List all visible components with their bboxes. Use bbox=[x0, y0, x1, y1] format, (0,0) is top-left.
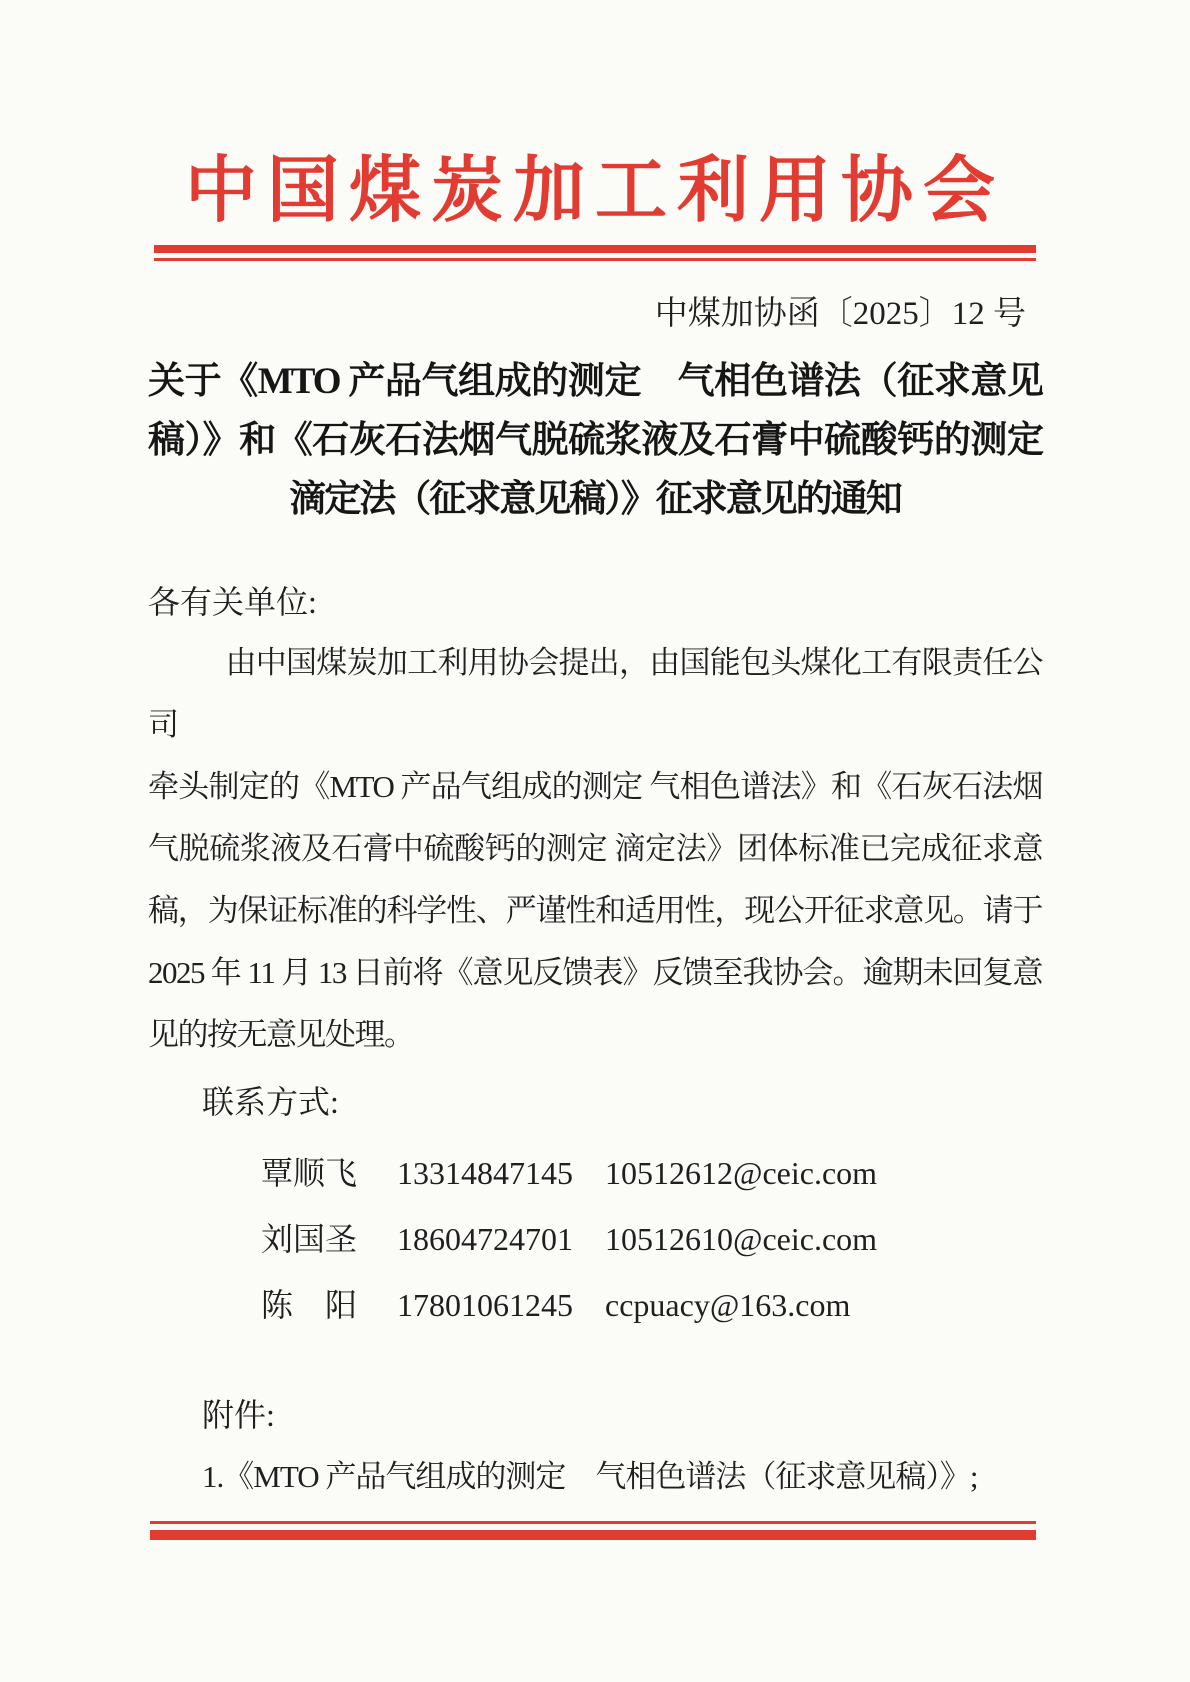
title-line-2: 稿）》和《石灰石法烟气脱硫浆液及石膏中硫酸钙的测定 bbox=[148, 420, 1042, 461]
footer-rule-thick bbox=[150, 1530, 1036, 1540]
contact-phone: 17801061245 bbox=[397, 1287, 573, 1323]
footer-rule-thin bbox=[150, 1521, 1036, 1524]
contacts-heading: 联系方式: bbox=[202, 1084, 339, 1120]
contact-email: ccpuacy@163.com bbox=[605, 1287, 851, 1323]
contact-row bbox=[148, 1206, 1042, 1272]
paragraph-line: 气脱硫浆液及石膏中硫酸钙的测定 滴定法》团体标准已完成征求意 bbox=[148, 831, 1042, 866]
title-line-3: 滴定法（征求意见稿）》征求意见的通知 bbox=[289, 479, 901, 520]
contact-phone: 13314847145 bbox=[397, 1155, 573, 1191]
doc-number: 中煤加协函〔2025〕12 号 bbox=[654, 296, 1026, 332]
header-rule-thick bbox=[154, 245, 1036, 253]
contact-phone: 18604724701 bbox=[397, 1221, 573, 1257]
header-rule-thin bbox=[154, 258, 1036, 261]
salutation: 各有关单位: bbox=[148, 584, 317, 620]
paragraph-line: 稿，为保证标准的科学性、严谨性和适用性，现公开征求意见。请于 bbox=[148, 893, 1042, 928]
attachments-heading: 附件: bbox=[202, 1397, 275, 1433]
contact-row bbox=[148, 1140, 1042, 1206]
contact-name: 陈 阳 bbox=[261, 1287, 358, 1323]
contact-email: 10512610@ceic.com bbox=[605, 1221, 878, 1257]
paragraph-line: 见的按无意见处理。 bbox=[148, 1017, 414, 1052]
document-title bbox=[148, 352, 1042, 529]
contact-email: 10512612@ceic.com bbox=[605, 1155, 878, 1191]
contact-list bbox=[148, 1140, 1042, 1338]
paragraph-line: 2025 年 11 月 13 日前将《意见反馈表》反馈至我协会。逾期未回复意 bbox=[148, 955, 1042, 990]
paragraph-line: 牵头制定的《MTO 产品气组成的测定 气相色谱法》和《石灰石法烟 bbox=[148, 769, 1042, 804]
contact-row bbox=[148, 1272, 1042, 1338]
attachment-item-1: 1.《MTO 产品气组成的测定 气相色谱法（征求意见稿）》; bbox=[202, 1459, 978, 1494]
body-paragraph bbox=[148, 632, 1042, 1066]
contact-name: 刘国圣 bbox=[261, 1221, 358, 1257]
title-line-1: 关于《MTO 产品气组成的测定 气相色谱法（征求意见 bbox=[148, 361, 1042, 402]
paragraph-line: 由中国煤炭加工利用协会提出，由国能包头煤化工有限责任公司 bbox=[148, 645, 1042, 742]
org-name-masthead: 中国煤炭加工利用协会 bbox=[184, 151, 1005, 231]
contact-name: 覃顺飞 bbox=[261, 1155, 358, 1191]
